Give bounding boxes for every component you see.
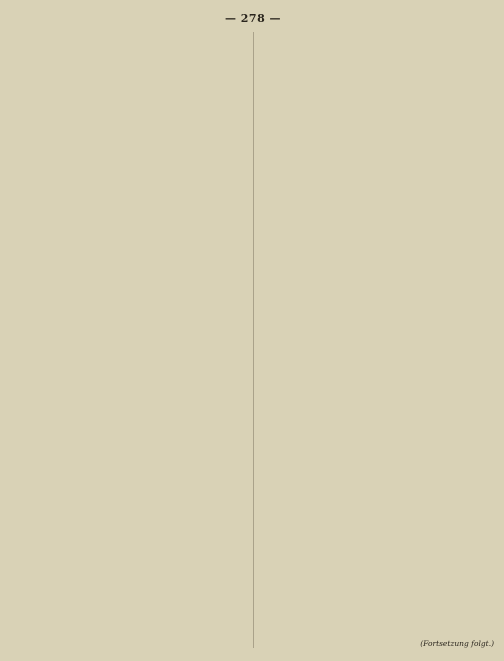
column-divider <box>253 32 254 648</box>
continuation-note: (Fortsetzung folgt.) <box>420 639 494 648</box>
page-number: — 278 — <box>224 12 282 25</box>
text-columns <box>12 32 494 648</box>
page-header <box>12 12 494 28</box>
right-column <box>266 32 495 648</box>
left-column <box>12 32 241 648</box>
